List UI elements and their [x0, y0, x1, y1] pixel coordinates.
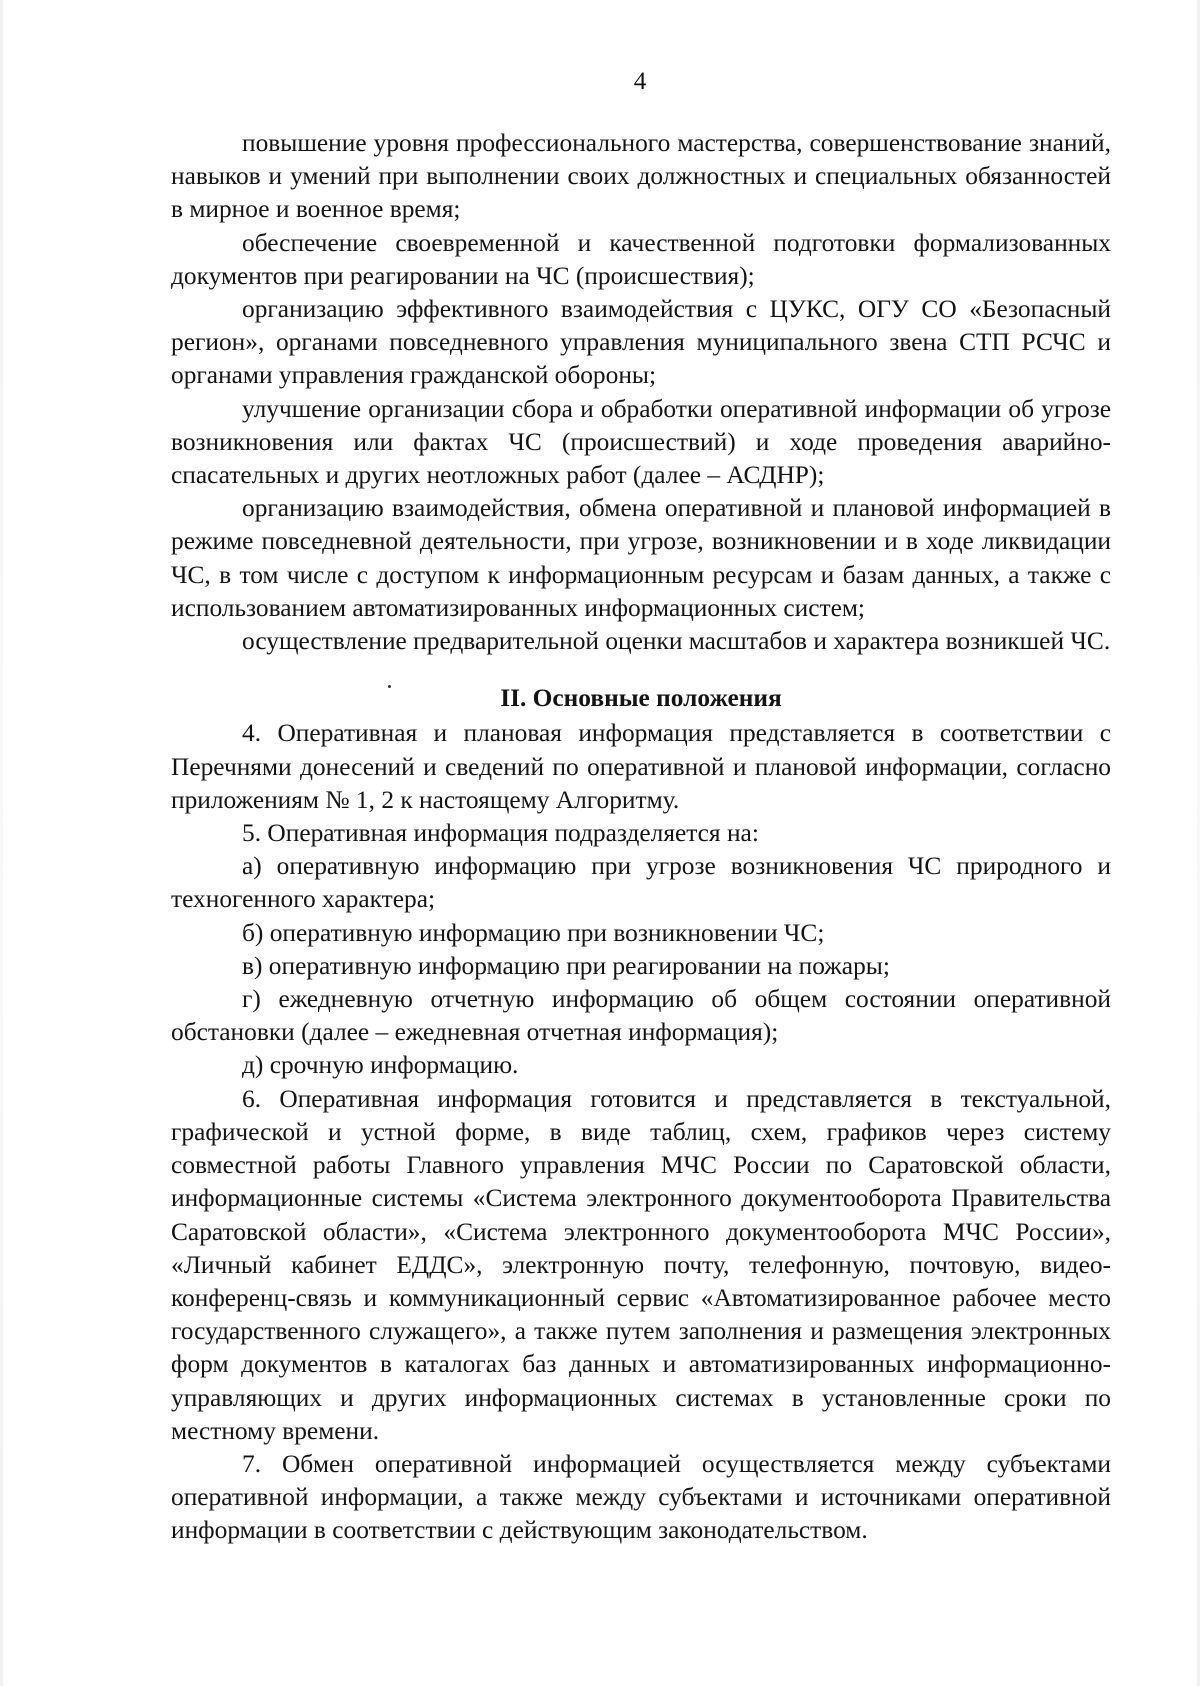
section-heading: II. Основные положения [500, 684, 782, 713]
paragraph: улучшение организации сбора и обработки оперативной информации об угрозе возникновения или фактах ЧС (происшествий) и ходе проведения аварийно-спасательных и других неотложных работ (далее – АСДНР); [171, 394, 1111, 490]
paragraph: 4. Оперативная и плановая информация представляется в соответствии с Перечнями донесений и сведений по оперативной и плановой информации, согласно приложениям № 1, 2 к настоящему Алгоритму. [171, 719, 1111, 814]
list-item: в) оперативную информацию при реагировании на пожары; [242, 951, 890, 980]
list-item: а) оперативную информацию при угрозе возникновения ЧС природного и техногенного характера; [171, 852, 1111, 914]
paragraph: осуществление предварительной оценки масштабов и характера возникшей ЧС. [242, 627, 1111, 656]
paragraph: 7. Обмен оперативной информацией осуществляется между субъектами оперативной информации, а также между субъектами и источниками оперативной информации в соответствии с действующим законодательством. [171, 1449, 1111, 1545]
paragraph: обеспечение своевременной и качественной подготовки формализованных документов при реагировании на ЧС (происшествия); [171, 228, 1111, 290]
list-item: б) оперативную информацию при возникновении ЧС; [242, 918, 825, 947]
document-body [171, 127, 1111, 1548]
list-item: д) срочную информацию. [242, 1051, 519, 1080]
list-item: г) ежедневную отчетную информацию об общем состоянии оперативной обстановки (далее – ежедневная отчетная информация); [171, 985, 1111, 1047]
page-number: 4 [633, 68, 647, 95]
paragraph: повышение уровня профессионального мастерства, совершенствование знаний, навыков и умений при выполнении своих должностных и специальных обязанностей в мирное и военное время; [171, 129, 1111, 224]
paragraph: организацию эффективного взаимодействия с ЦУКС, ОГУ СО «Безопасный регион», органами повседневного управления муниципального звена СТП РСЧС и органами управления гражданской обороны; [171, 295, 1111, 390]
paragraph: организацию взаимодействия, обмена оперативной и плановой информацией в режиме повседневной деятельности, при угрозе, возникновении и в ходе ликвидации ЧС, в том числе с доступом к информационным ресурсам и базам данных, а также с использованием автоматизированных информационных систем; [171, 494, 1111, 622]
scan-edge-left [0, 0, 3, 1686]
paragraph: 6. Оперативная информация готовится и представляется в текстуальной, графической и устной форме, в виде таблиц, схем, графиков через систему совместной работы Главного управления МЧС России по Саратовской области, информационные системы «Система электронного документооборота Правительства Саратовской области», «Система электронного документооборота МЧС России», «Личный кабинет ЕДДС», электронную почту, телефонную, почтовую, видео-конференц-связь и коммуникационный сервис «Автоматизированное рабочее место государственного служащего», а также путем заполнения и размещения электронных форм документов в каталогах баз данных и автоматизированных информационно-управляющих и других информационных системах в установленные сроки по местному времени. [171, 1084, 1111, 1445]
paragraph: 5. Оперативная информация подразделяется на: [242, 819, 759, 848]
